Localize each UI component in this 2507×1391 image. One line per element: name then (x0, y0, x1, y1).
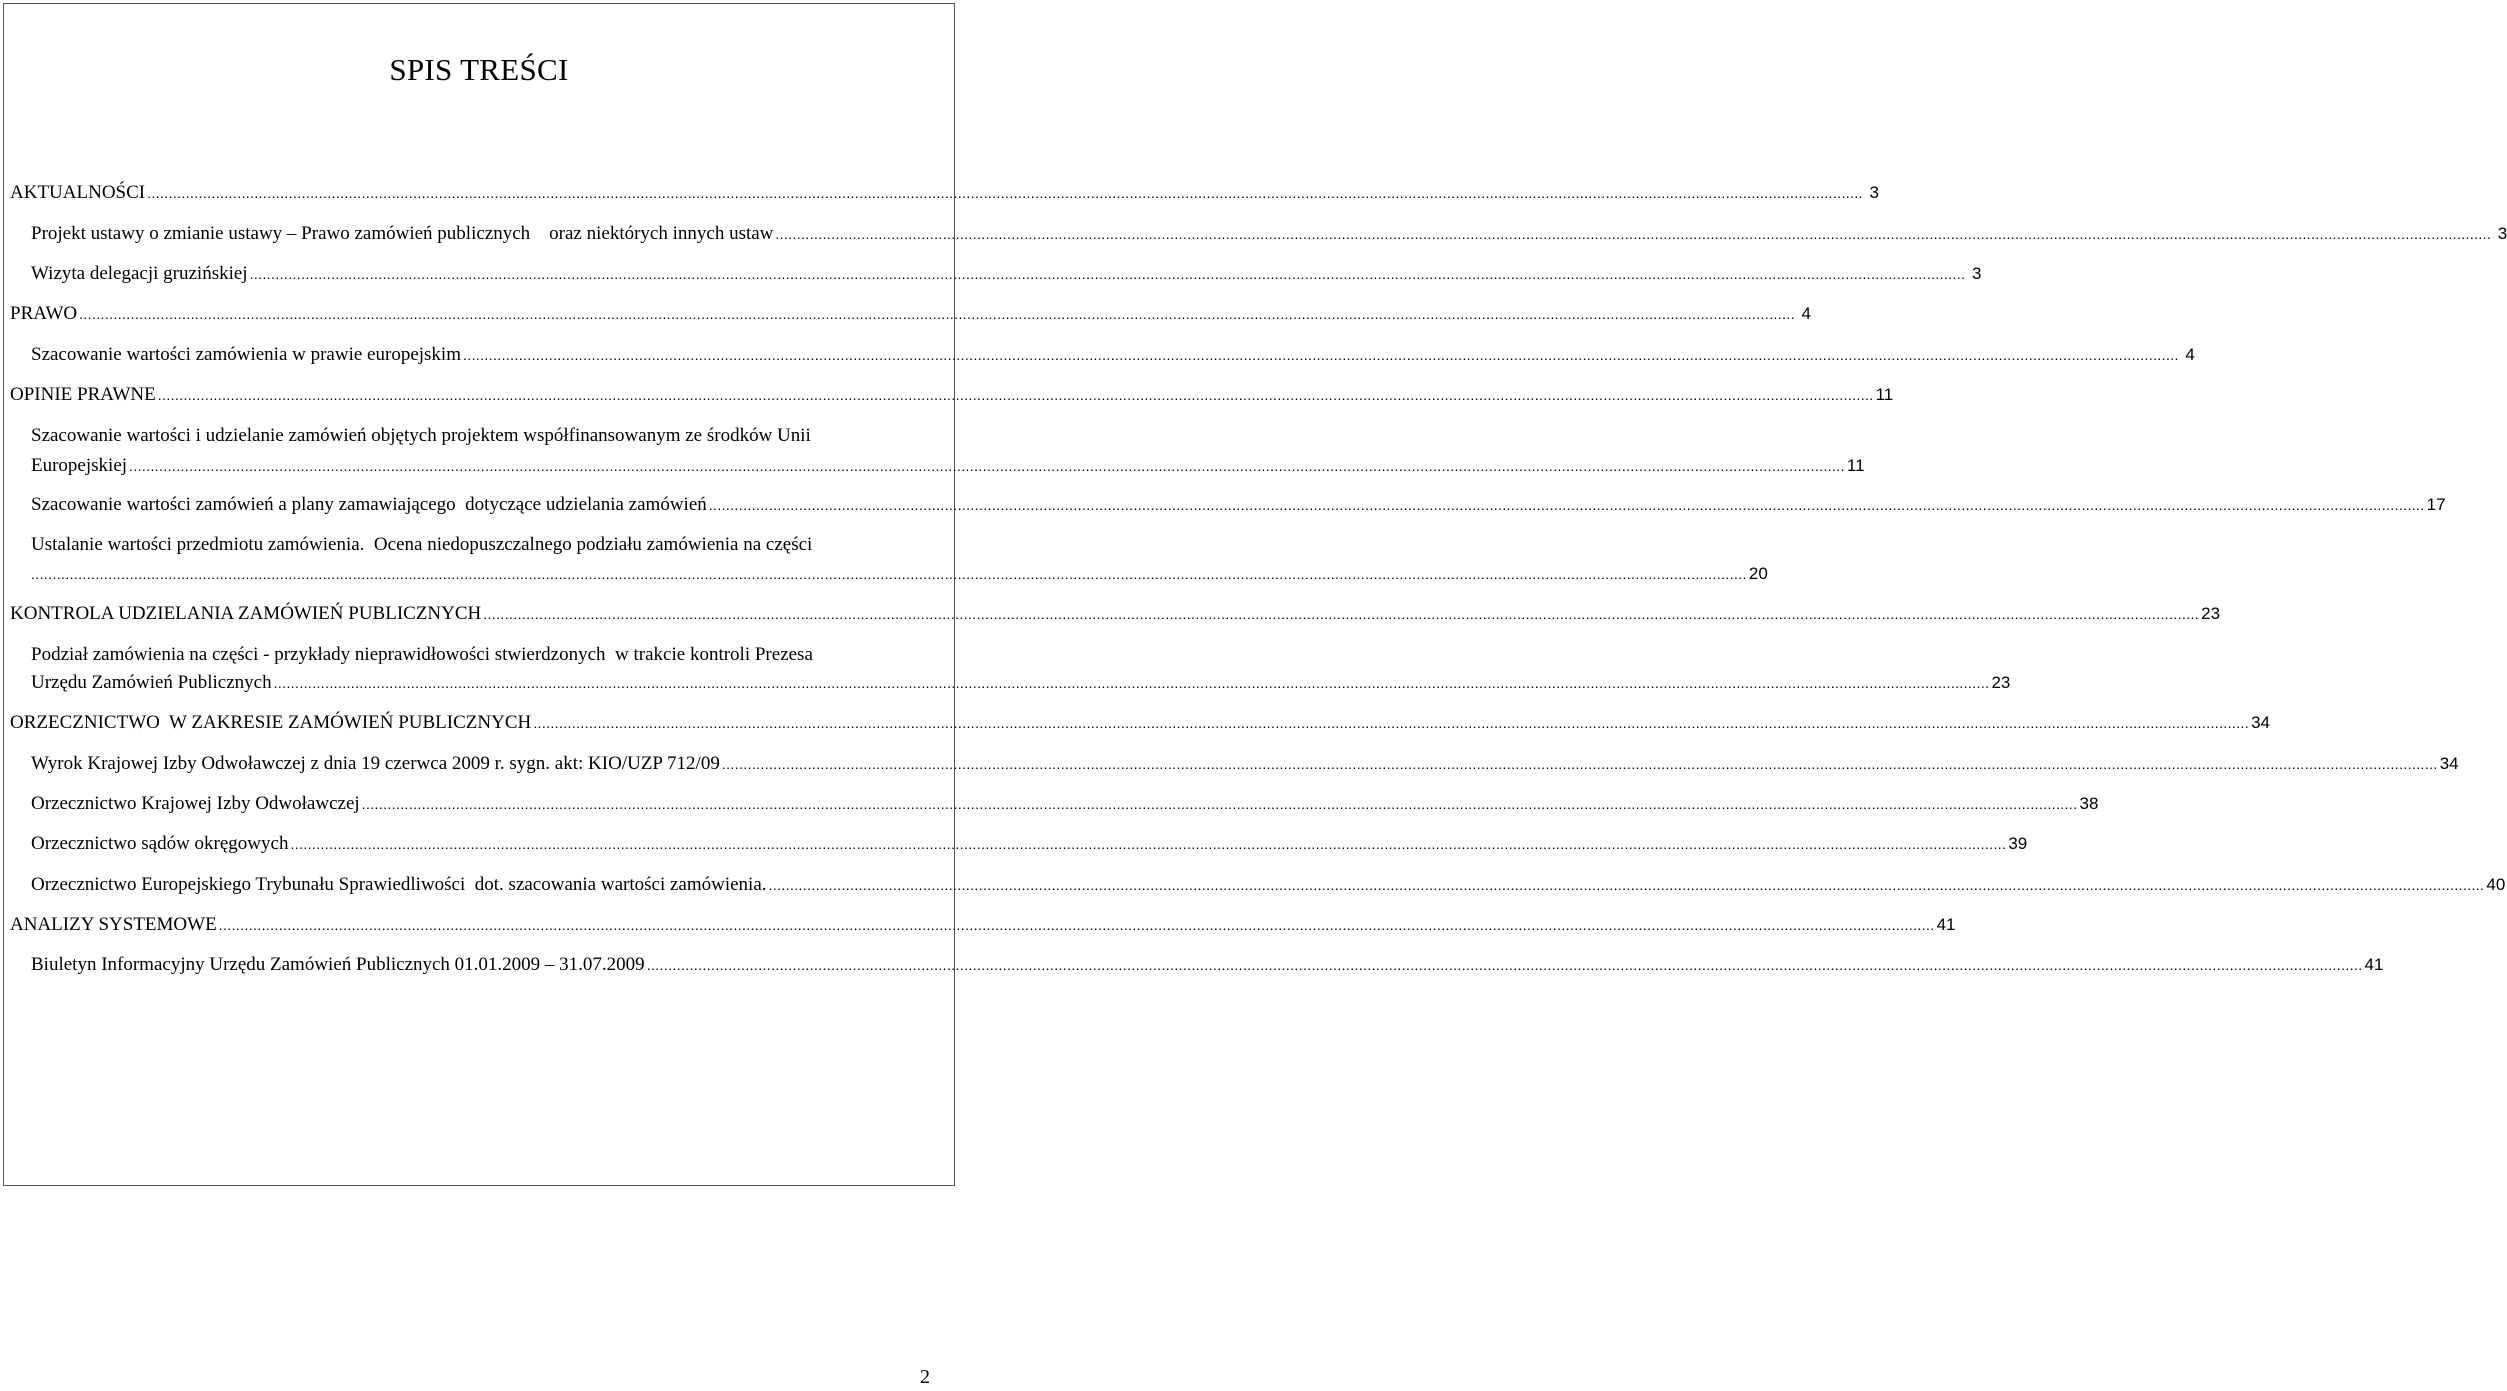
toc-entry-text: Wyrok Krajowej Izby Odwoławczej z dnia 19 czerwca 2009 r. sygn. akt: KIO/UZP 712/09 (31, 753, 720, 774)
toc-entry-orzecznictwo[interactable] (10, 710, 2271, 736)
toc-leader-dots: ................................................................................................................................................................................................................................................................................................................................................................................................................ (290, 836, 2007, 852)
toc-leader-dots: ................................................................................................................................................................................................................................................................................................................................................................................................................ (708, 497, 2425, 513)
toc-entry-wyrok-kio[interactable] (31, 751, 2459, 777)
toc-entry-page: 40 (2486, 875, 2506, 894)
toc-leader-dots: ................................................................................................................................................................................................................................................................................................................................................................................................................ (218, 917, 1935, 933)
toc-entry-text: Orzecznictwo Europejskiego Trybunału Sprawiedliwości dot. szacowania wartości zamówienia. (31, 874, 767, 895)
toc-leader-dots: ................................................................................................................................................................................................................................................................................................................................................................................................................ (273, 675, 1990, 691)
toc-entry-page: 3 (2497, 224, 2507, 243)
toc-entry-wizyta-delegacji[interactable] (31, 261, 1982, 287)
toc-entry-text: Orzecznictwo Krajowej Izby Odwoławczej (31, 793, 360, 814)
toc-leader-dots: ................................................................................................................................................................................................................................................................................................................................................................................................................ (775, 226, 2492, 242)
toc-entry-projekt-ustawy[interactable] (31, 221, 2507, 247)
toc-entry-text: ANALIZY SYSTEMOWE (10, 914, 217, 935)
toc-entry-kontrola[interactable] (10, 601, 2221, 627)
toc-entry-text: Projekt ustawy o zmianie ustawy – Prawo zamówień publicznych oraz niektórych innych ustaw (31, 223, 774, 244)
toc-leader-dots: ................................................................................................................................................................................................................................................................................................................................................................................................................ (768, 877, 2485, 893)
toc-leader-dots: ................................................................................................................................................................................................................................................................................................................................................................................................................ (249, 266, 1966, 282)
toc-entry-szacowanie-plany[interactable] (31, 492, 2446, 518)
toc-entry-page: 34 (2439, 754, 2459, 773)
toc-entry-text: Orzecznictwo sądów okręgowych (31, 833, 289, 854)
toc-entry-text: ORZECZNICTWO W ZAKRESIE ZAMÓWIEŃ PUBLICZNYCH (10, 712, 532, 733)
toc-entry-page: 39 (2008, 834, 2028, 853)
toc-entry-text: Szacowanie wartości zamówień a plany zamawiającego dotyczące udzielania zamówień (31, 494, 707, 515)
toc-entry-page: 3 (1971, 264, 1982, 283)
toc-entry-text: Szacowanie wartości zamówienia w prawie europejskim (31, 344, 461, 365)
toc-leader-dots: ................................................................................................................................................................................................................................................................................................................................................................................................................ (721, 756, 2438, 772)
page-number: 2 (920, 1366, 930, 1388)
toc-leader-dots: ................................................................................................................................................................................................................................................................................................................................................................................................................ (129, 458, 1845, 474)
toc-entry-szacowanie-unii-line1: Szacowanie wartości i udzielanie zamówień objętych projektem współfinansowanym ze środków Unii (31, 425, 811, 446)
toc-leader-dots: ................................................................................................................................................................................................................................................................................................................................................................................................................ (157, 387, 1874, 403)
toc-entry-page: 4 (1801, 304, 1811, 323)
toc-entry-aktualnosci[interactable] (10, 180, 1879, 206)
toc-leader-dots: ................................................................................................................................................................................................................................................................................................................................................................................................................ (79, 306, 1795, 322)
toc-entry-page: 23 (2201, 604, 2221, 623)
toc-entry-page: 41 (1936, 915, 1956, 934)
toc-list (4, 4, 2507, 1004)
toc-entry-page: 4 (2185, 345, 2195, 364)
toc-entry-page: 3 (1869, 183, 1879, 202)
toc-entry-text: KONTROLA UDZIELANIA ZAMÓWIEŃ PUBLICZNYCH (10, 603, 482, 624)
toc-leader-dots: ................................................................................................................................................................................................................................................................................................................................................................................................................ (31, 566, 1747, 582)
toc-entry-text: AKTUALNOŚCI (10, 182, 146, 203)
toc-entry-text: Biuletyn Informacyjny Urzędu Zamówień Publicznych 01.01.2009 – 31.07.2009 (31, 954, 645, 975)
toc-title: SPIS TREŚCI (389, 52, 569, 87)
toc-leader-dots: ................................................................................................................................................................................................................................................................................................................................................................................................................ (483, 606, 2200, 622)
toc-leader-dots: ................................................................................................................................................................................................................................................................................................................................................................................................................ (533, 715, 2250, 731)
table-of-contents-box (3, 3, 2507, 1186)
toc-entry-szacowanie-prawo-europejskie[interactable] (31, 342, 2195, 368)
toc-entry-page: 34 (2251, 713, 2271, 732)
toc-entry-orzecznictwo-kio[interactable] (31, 791, 2099, 817)
toc-leader-dots: ................................................................................................................................................................................................................................................................................................................................................................................................................ (462, 347, 2179, 363)
toc-entry-text: Europejskiej (31, 455, 128, 476)
toc-entry-orzecznictwo-ets[interactable] (31, 872, 2506, 898)
toc-entry-ustalanie-line1: Ustalanie wartości przedmiotu zamówienia. Ocena niedopuszczalnego podziału zamówienia na części (31, 534, 813, 555)
toc-entry-page: 38 (2079, 794, 2099, 813)
toc-entry-biuletyn[interactable] (31, 952, 2384, 978)
toc-entry-page: 41 (2364, 955, 2384, 974)
toc-entry-text: Urzędu Zamówień Publicznych (31, 672, 272, 693)
toc-entry-podzial-line1: Podział zamówienia na części - przykłady nieprawidłowości stwierdzonych w trakcie kontroli Prezesa (31, 644, 813, 665)
toc-entry-page: 11 (1875, 385, 1894, 404)
toc-entry-text: OPINIE PRAWNE (10, 384, 156, 405)
toc-leader-dots: ................................................................................................................................................................................................................................................................................................................................................................................................................ (147, 185, 1863, 201)
toc-entry-page: 20 (1748, 564, 1768, 583)
toc-leader-dots: ................................................................................................................................................................................................................................................................................................................................................................................................................ (646, 957, 2363, 973)
toc-entry-orzecznictwo-sadow[interactable] (31, 831, 2028, 857)
toc-leader-dots: ................................................................................................................................................................................................................................................................................................................................................................................................................ (361, 796, 2078, 812)
toc-entry-podzial-zamowienia[interactable] (31, 670, 2011, 696)
toc-entry-text: Wizyta delegacji gruzińskiej (31, 263, 248, 284)
toc-entry-page: 23 (1991, 673, 2011, 692)
toc-entry-prawo[interactable] (10, 301, 1811, 327)
toc-entry-text: PRAWO (10, 303, 78, 324)
toc-entry-page: 11 (1846, 456, 1865, 475)
toc-entry-szacowanie-unii[interactable] (31, 453, 1865, 479)
toc-entry-page: 17 (2426, 495, 2446, 514)
toc-entry-analizy-systemowe[interactable] (10, 912, 1956, 938)
toc-entry-opinie-prawne[interactable] (10, 382, 1894, 408)
toc-entry-ustalanie-wartosci[interactable] (31, 561, 1768, 587)
